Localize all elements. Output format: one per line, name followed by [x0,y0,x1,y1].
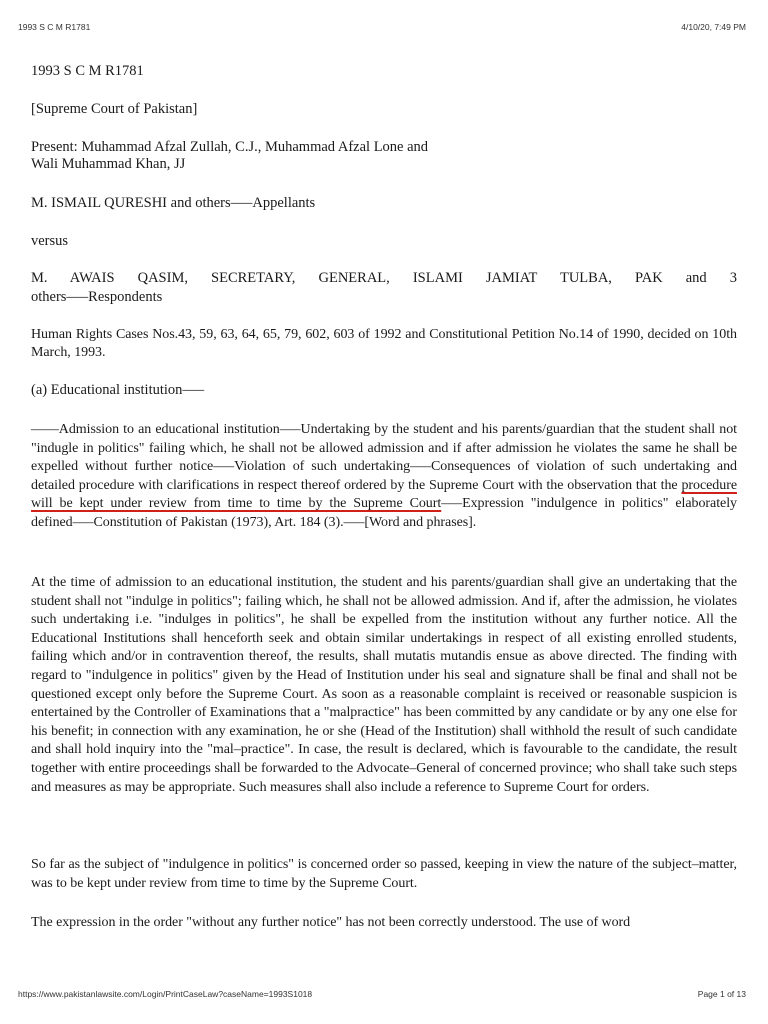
summary-text-end: –––Expression "indulgence in politics" elaborately defined–––Constitution of Pakistan (1973), Art. 184 (3).–––[Word and phrases]. [31,496,737,530]
court-name: [Supreme Court of Pakistan] [31,101,198,117]
summary-text-start: ––––Admission to an educational institution–––Undertaking by the student and his parents/guardian that the student shall not "indugle in politics" failing which, he shall not be allowed admission and if after admission he violates the same he shall be expelled without further notice–––Violation of such undertaking–––Consequences of violation of such undertaking and detailed procedure with clarifications in respect thereof ordered by the Supreme Court with the observation that the [31,422,737,493]
highlighted-text: procedure will be kept under review from time to time by the Supreme Court [31,477,737,512]
print-header-title: 1993 S C M R1781 [18,22,91,32]
paragraph: At the time of admission to an educational institution, the student and his parents/guardian shall give an undertaking that the student shall not "indulge in politics"; failing which, he shall not be allowed admission. And if, after the admission, he violates such undertaking i.e. "indulges in politics", he shall be expelled from the institution without any further notice. All the Educational Institutions shall henceforth seek and obtain similar undertakings in respect of all existing enrolled students, failing which and/or in contravention thereof, the results, shall mutatis mutandis ensue as above directed. The finding with regard to "indulgence in politics" given by the Head of Institution under his seal and signature shall be final and shall not be questioned except only before the Supreme Court. As soon as a reasonable complaint is received or reasonable suspicion is entertained by the Controller of Examinations that a "malpractice" has been committed by any candidate or by any one else for his benefit; in connection with any examination, he or she (Head of the Institution) shall withhold the result of such candidate and shall hold inquiry into the "mal–practice". In case, the result is declared, which is favourable to the candidate, the result together with entire proceedings shall be forwarded to the Advocate–General of concerned province; who shall take such steps and measures as may be appropriate. Such measures shall also include a reference to Supreme Court for orders. [31,575,737,795]
case-numbers: Human Rights Cases Nos.43, 59, 63, 64, 65, 79, 602, 603 of 1992 and Constitutional Petition No.14 of 1990, decided on 10th March, 1993. [31,327,737,360]
case-citation: 1993 S C M R1781 [31,63,144,79]
bench-present-line1: Present: Muhammad Afzal Zullah, C.J., Muhammad Afzal Lone and [31,139,429,155]
paragraph: So far as the subject of "indulgence in politics" is concerned order so passed, keeping in view the nature of the subject–matter, was to be kept under review from time to time by the Supreme Court. [31,857,737,891]
respondents [31,269,737,307]
headnote-heading: (a) Educational institution––– [31,382,205,398]
bench-present [31,139,428,173]
print-header-datetime: 4/10/20, 7:49 PM [681,22,746,32]
appellants: M. ISMAIL QURESHI and others–––Appellants [31,195,316,211]
versus: versus [31,233,69,249]
headnote-summary [31,421,737,533]
respondents-line2: others–––Respondents [31,289,163,305]
print-footer-page-number: Page 1 of 13 [697,989,746,999]
print-footer-url: https://www.pakistanlawsite.com/Login/PrintCaseLaw?caseName=1993S1018 [18,989,313,999]
respondents-line1: M. AWAIS QASIM, SECRETARY, GENERAL, ISLAMI JAMIAT TULBA, PAK and 3 [31,270,737,286]
bench-present-line2: Wali Muhammad Khan, JJ [31,156,186,172]
paragraph: The expression in the order "without any further notice" has not been correctly understood. The use of word [31,915,631,930]
